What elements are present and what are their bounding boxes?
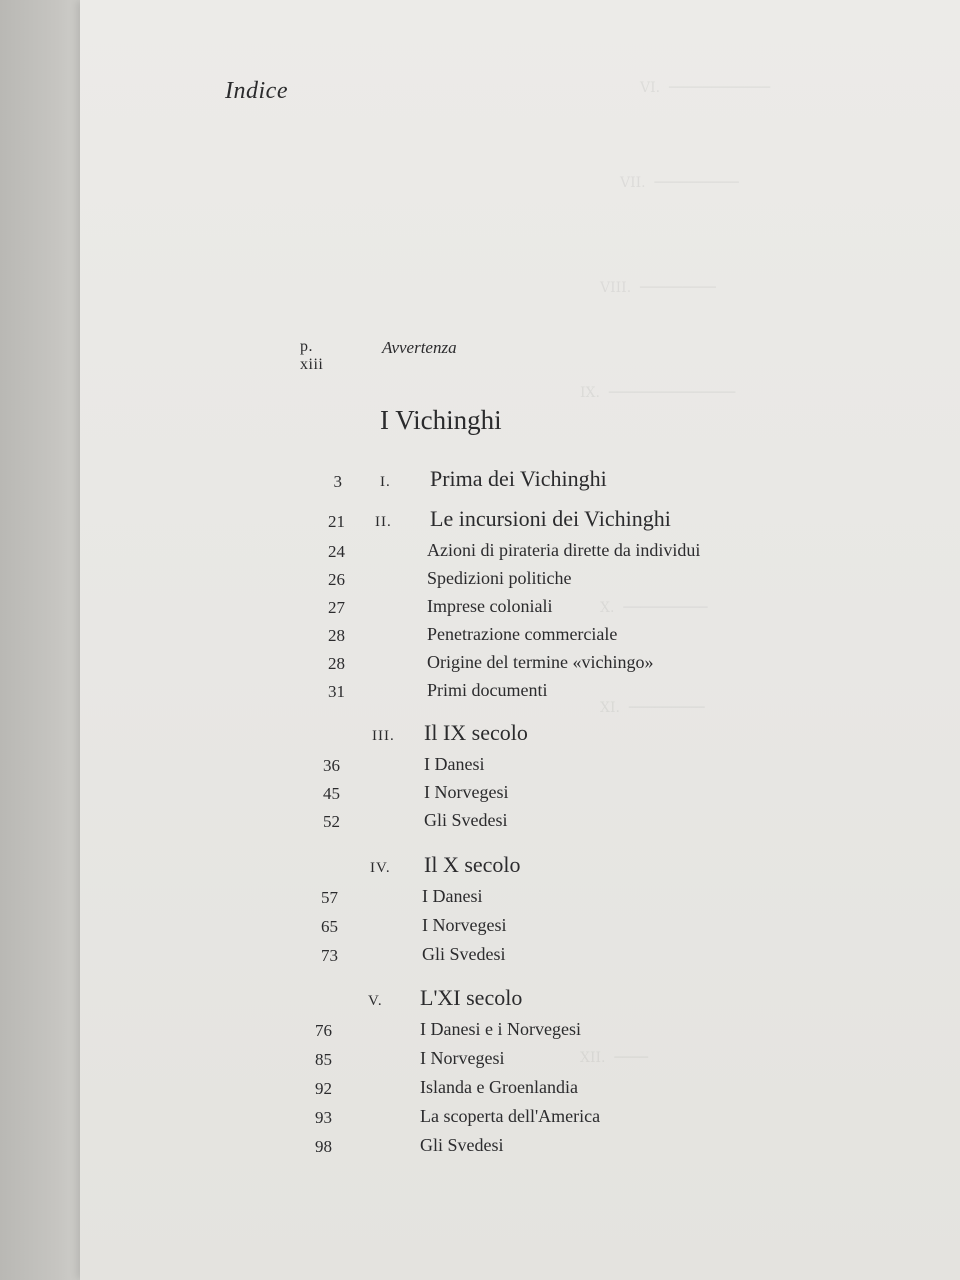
- section-title: Penetrazione commerciale: [427, 624, 618, 644]
- section-title: Gli Svedesi: [422, 944, 506, 964]
- section-page-number: 45: [323, 784, 340, 803]
- chapter-number: V.: [368, 993, 383, 1009]
- section-page-number: 27: [328, 598, 345, 617]
- part-title: I Vichinghi: [380, 405, 502, 435]
- section-title: I Norvegesi: [422, 915, 507, 935]
- chapter-number: IV.: [370, 860, 391, 876]
- chapter-title: Il X secolo: [424, 852, 521, 877]
- show-through-decoration: VIII. ─────────: [600, 280, 716, 296]
- show-through-decoration: IX. ───────────────: [580, 385, 736, 401]
- section-page-number: 26: [328, 570, 345, 589]
- section-page-number: 73: [321, 946, 338, 965]
- section-page-number: 92: [315, 1079, 332, 1098]
- section-page-number: 57: [321, 888, 338, 907]
- chapter-title: Le incursioni dei Vichinghi: [430, 506, 671, 531]
- section-page-number: 28: [328, 626, 345, 645]
- section-title: I Danesi: [424, 754, 485, 774]
- section-title: Azioni di pirateria dirette da individui: [427, 540, 701, 560]
- section-title: La scoperta dell'America: [420, 1106, 601, 1126]
- chapter-number: III.: [372, 728, 395, 744]
- chapter-number: I.: [380, 474, 391, 490]
- chapter-number: II.: [375, 514, 392, 530]
- chapter-title: L'XI secolo: [420, 985, 523, 1010]
- running-head: Indice: [225, 78, 288, 104]
- chapter-page-number: 21: [328, 512, 345, 531]
- show-through-decoration: VI. ────────────: [640, 80, 771, 96]
- section-page-number: 28: [328, 654, 345, 673]
- show-through-decoration: X. ──────────: [600, 600, 708, 616]
- section-page-number: 65: [321, 917, 338, 936]
- section-title: Spedizioni politiche: [427, 568, 572, 588]
- section-page-number: 76: [315, 1021, 332, 1040]
- section-title: I Danesi: [422, 886, 483, 906]
- front-matter-title: Avvertenza: [382, 338, 457, 357]
- section-title: I Norvegesi: [424, 782, 509, 802]
- section-page-number: 31: [328, 682, 345, 701]
- section-page-number: 93: [315, 1108, 332, 1127]
- section-page-number: 36: [323, 756, 340, 775]
- section-page-number: 85: [315, 1050, 332, 1069]
- section-page-number: 24: [328, 542, 345, 561]
- section-title: I Danesi e i Norvegesi: [420, 1019, 581, 1039]
- section-page-number: 98: [315, 1137, 332, 1156]
- show-through-decoration: XI. ─────────: [600, 700, 705, 716]
- section-title: Imprese coloniali: [427, 596, 553, 616]
- chapter-title: Prima dei Vichinghi: [430, 466, 607, 491]
- section-title: Origine del termine «vichingo»: [427, 652, 654, 672]
- chapter-page-number: 3: [333, 472, 342, 491]
- section-title: I Norvegesi: [420, 1048, 505, 1068]
- show-through-decoration: XII. ────: [580, 1050, 649, 1066]
- section-title: Primi documenti: [427, 680, 548, 700]
- front-matter-page: p. xiii: [300, 338, 324, 373]
- chapter-title: Il IX secolo: [424, 720, 528, 745]
- show-through-decoration: VII. ──────────: [620, 175, 739, 191]
- section-title: Gli Svedesi: [424, 810, 508, 830]
- section-title: Gli Svedesi: [420, 1135, 504, 1155]
- section-title: Islanda e Groenlandia: [420, 1077, 578, 1097]
- section-page-number: 52: [323, 812, 340, 831]
